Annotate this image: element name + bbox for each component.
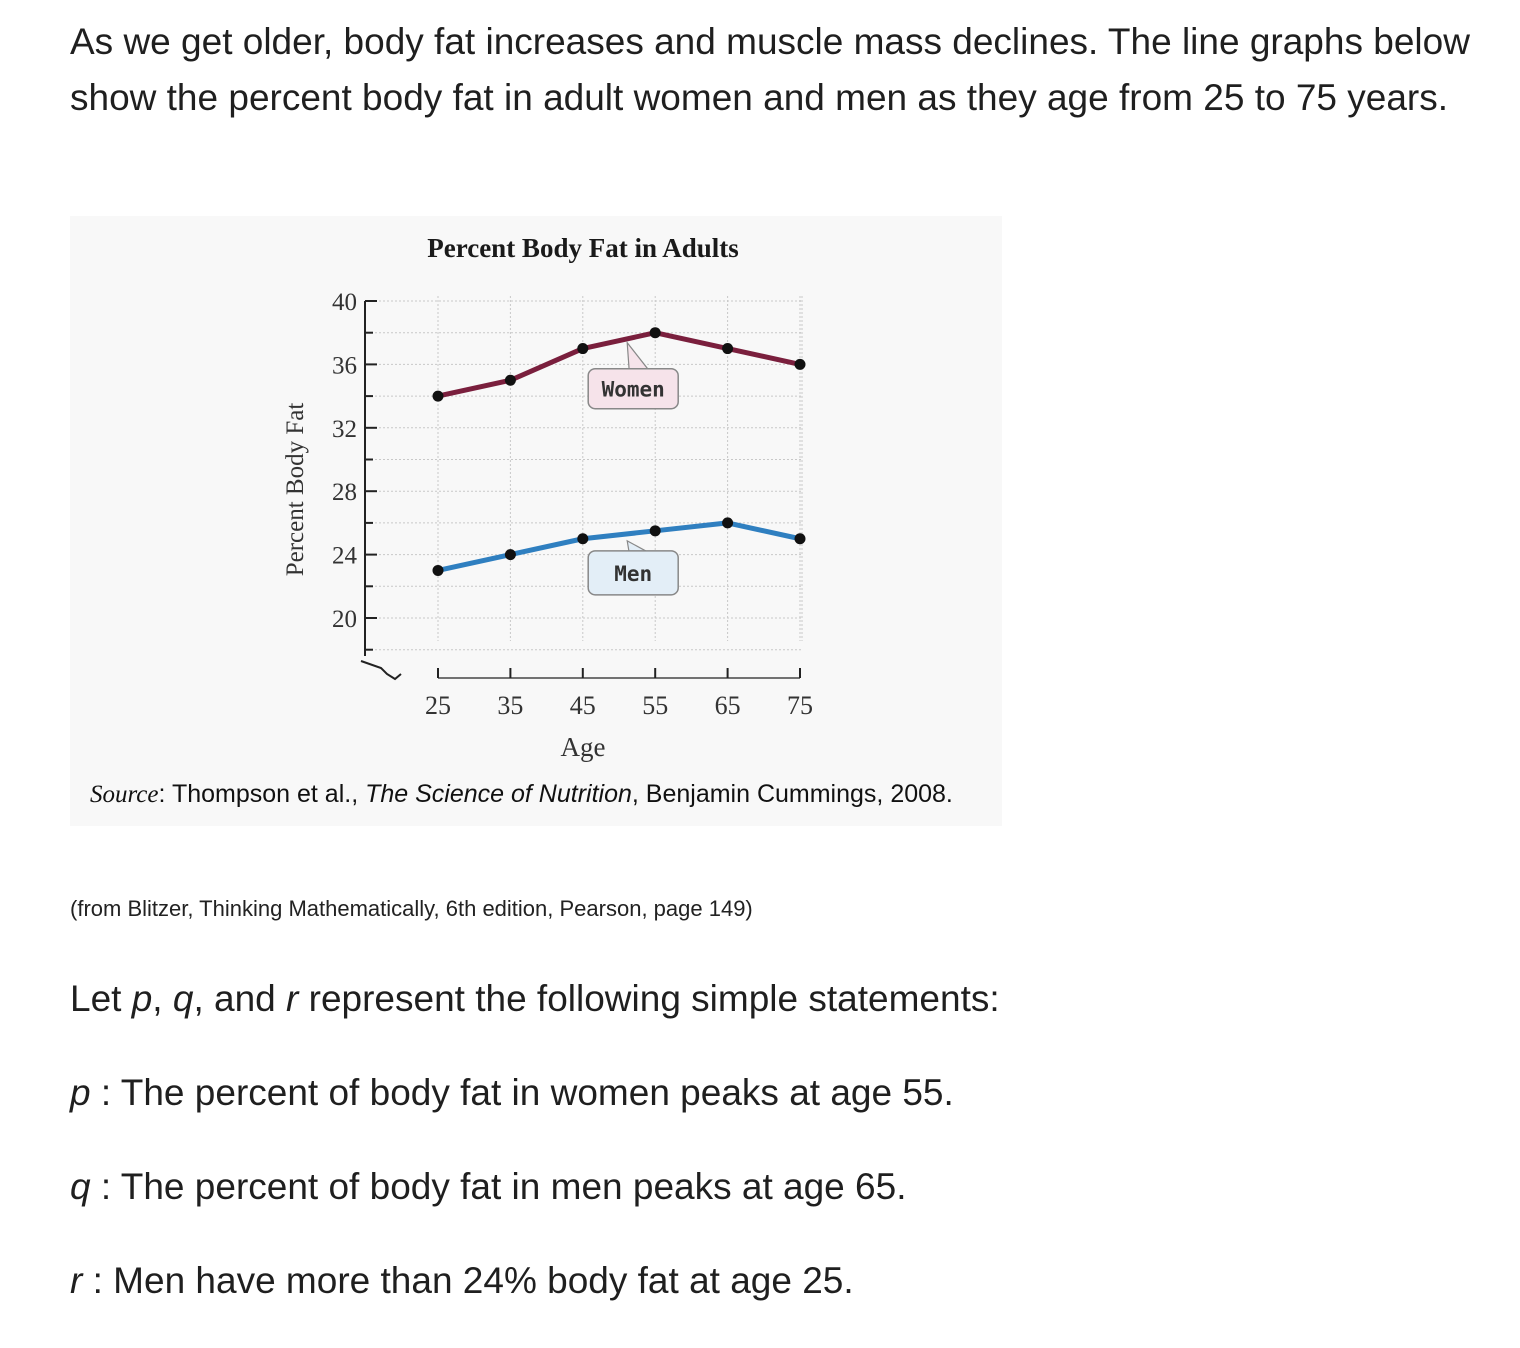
chart-title: Percent Body Fat in Adults bbox=[427, 233, 739, 263]
statement-q bbox=[70, 1166, 906, 1208]
y-axis-label: Percent Body Fat bbox=[282, 402, 309, 577]
statement-r bbox=[70, 1260, 854, 1302]
x-tick-label: 35 bbox=[497, 691, 524, 720]
data-point-men bbox=[577, 533, 588, 544]
chart-figure bbox=[70, 216, 1002, 826]
data-point-men bbox=[795, 533, 806, 544]
y-tick-label: 20 bbox=[332, 606, 357, 633]
separator: , and bbox=[193, 978, 287, 1019]
source-book-title: The Science of Nutrition bbox=[365, 780, 632, 808]
citation: (from Blitzer, Thinking Mathematically, 6th edition, Pearson, page 149) bbox=[70, 896, 753, 921]
statements-intro bbox=[70, 978, 1000, 1020]
x-axis-label: Age bbox=[560, 732, 606, 762]
data-point-men bbox=[433, 565, 444, 576]
x-tick-label: 55 bbox=[642, 691, 669, 720]
chart-source-note bbox=[90, 780, 953, 809]
data-point-men bbox=[505, 549, 516, 560]
callout-pointer bbox=[627, 343, 649, 371]
x-tick-label: 65 bbox=[714, 691, 741, 720]
variable-p: p bbox=[131, 978, 153, 1019]
statement-q-label: q bbox=[70, 1166, 91, 1207]
x-tick-label: 25 bbox=[425, 691, 451, 720]
x-tick-label: 45 bbox=[569, 691, 596, 720]
statement-p-text: : The percent of body fat in women peaks at age 55. bbox=[90, 1072, 954, 1113]
data-point-women bbox=[650, 327, 661, 338]
legend-label-men: Men bbox=[614, 561, 653, 586]
statement-r-label: r bbox=[70, 1260, 83, 1301]
source-label: Source bbox=[90, 781, 159, 808]
x-tick-label: 75 bbox=[787, 691, 813, 720]
statement-p-label: p bbox=[70, 1072, 91, 1113]
data-point-women bbox=[722, 343, 733, 354]
intro-paragraph: As we get older, body fat increases and muscle mass declines. The line graphs below show the percent body fat in adult women and men as they age from 25 to 75 years. bbox=[70, 21, 1470, 118]
separator: , bbox=[152, 978, 173, 1019]
variable-r: r bbox=[286, 978, 299, 1019]
source-publisher: , Benjamin Cummings, 2008. bbox=[631, 780, 953, 808]
y-axis-break bbox=[361, 661, 401, 679]
y-tick-label: 36 bbox=[332, 352, 357, 380]
statement-r-text: : Men have more than 24% body fat at age 25. bbox=[82, 1260, 854, 1301]
data-point-women bbox=[505, 375, 516, 386]
data-point-men bbox=[722, 517, 733, 528]
y-tick-label: 32 bbox=[332, 415, 357, 443]
data-point-women bbox=[577, 343, 588, 354]
variable-q: q bbox=[172, 978, 194, 1019]
y-tick-label: 28 bbox=[332, 479, 357, 507]
data-point-women bbox=[433, 391, 444, 402]
statement-p bbox=[70, 1072, 954, 1114]
lead-text: Let bbox=[70, 978, 132, 1019]
statement-q-text: : The percent of body fat in men peaks at age 65. bbox=[90, 1166, 907, 1207]
legend-label-women: Women bbox=[601, 377, 665, 402]
y-tick-label: 40 bbox=[332, 289, 357, 316]
data-point-men bbox=[650, 525, 661, 536]
body-fat-line-chart bbox=[70, 216, 1002, 776]
lead-text-end: represent the following simple statements: bbox=[298, 978, 1000, 1019]
data-point-women bbox=[795, 359, 806, 370]
source-authors: : Thompson et al., bbox=[158, 780, 366, 808]
y-tick-label: 24 bbox=[332, 542, 357, 570]
